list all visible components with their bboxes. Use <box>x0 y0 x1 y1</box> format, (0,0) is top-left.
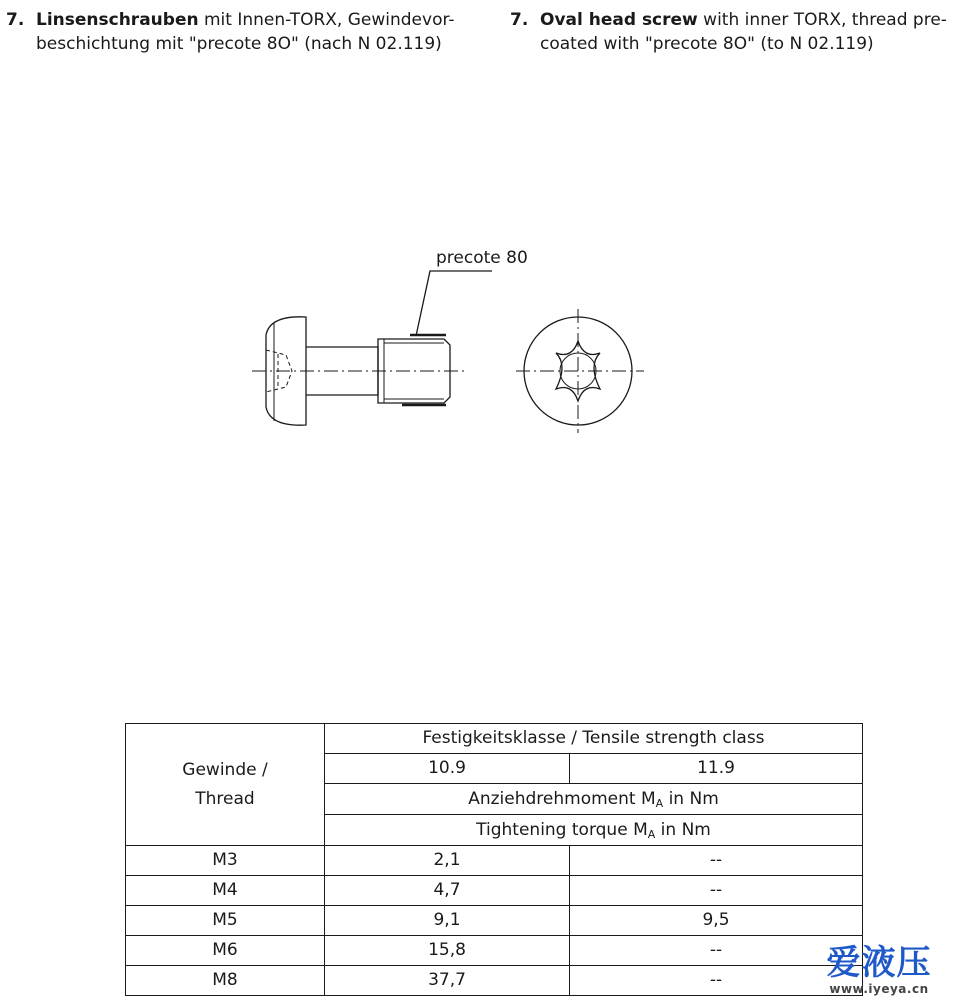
torque-11-9-cell: -- <box>570 876 863 906</box>
torque-10-9-cell: 9,1 <box>325 906 570 936</box>
torque-header-de <box>325 784 863 815</box>
torque-table <box>125 723 863 996</box>
precote-callout-label: precote 80 <box>436 248 528 268</box>
thread-cell: M3 <box>126 846 325 876</box>
heading-german <box>6 8 476 56</box>
torque-11-9-cell: -- <box>570 936 863 966</box>
watermark-logo <box>814 944 944 1000</box>
strength-class-header: Festigkeitsklasse / Tensile strength class <box>325 724 863 754</box>
heading-english <box>510 8 950 56</box>
table-row <box>126 936 863 966</box>
torque-de-subscript: A <box>655 797 664 810</box>
torque-en-subscript: A <box>647 828 656 841</box>
thread-column-header <box>126 724 325 846</box>
screw-drawing <box>230 235 670 440</box>
table-row <box>126 906 863 936</box>
torque-10-9-cell: 15,8 <box>325 936 570 966</box>
class-10-9-header: 10.9 <box>325 754 570 784</box>
section-number: 7. <box>510 10 529 30</box>
heading-text-line2: beschichtung mit "precote 8O" (nach N 02.119) <box>36 34 442 54</box>
thread-header-line2: Thread <box>195 788 255 809</box>
section-number: 7. <box>6 10 25 30</box>
heading-title: Oval head screw <box>540 10 698 30</box>
table-row <box>126 966 863 996</box>
heading-text-line1: with inner TORX, thread pre- <box>697 10 947 30</box>
torque-en-unit: in Nm <box>655 820 711 840</box>
table-row <box>126 846 863 876</box>
torque-11-9-cell: -- <box>570 966 863 996</box>
heading-text-line2: coated with "precote 8O" (to N 02.119) <box>540 34 874 54</box>
class-11-9-header: 11.9 <box>570 754 863 784</box>
torque-11-9-cell: 9,5 <box>570 906 863 936</box>
torque-10-9-cell: 4,7 <box>325 876 570 906</box>
torque-de-unit: in Nm <box>663 789 719 809</box>
torque-de-label: Anziehdrehmoment M <box>468 789 656 809</box>
torque-10-9-cell: 37,7 <box>325 966 570 996</box>
thread-cell: M5 <box>126 906 325 936</box>
thread-cell: M8 <box>126 966 325 996</box>
torque-11-9-cell: -- <box>570 846 863 876</box>
torque-en-label: Tightening torque M <box>476 820 648 840</box>
thread-cell: M6 <box>126 936 325 966</box>
thread-cell: M4 <box>126 876 325 906</box>
watermark-chinese: 爱液压 <box>826 943 932 983</box>
callout-leader-line <box>416 271 492 336</box>
heading-title: Linsenschrauben <box>36 10 199 30</box>
thread-header-line1: Gewinde / <box>182 759 268 780</box>
watermark-url: www.iyeya.cn <box>829 982 929 996</box>
torque-header-en <box>325 815 863 846</box>
heading-text-line1: mit Innen-TORX, Gewindevor- <box>198 10 455 30</box>
torque-10-9-cell: 2,1 <box>325 846 570 876</box>
table-row <box>126 876 863 906</box>
